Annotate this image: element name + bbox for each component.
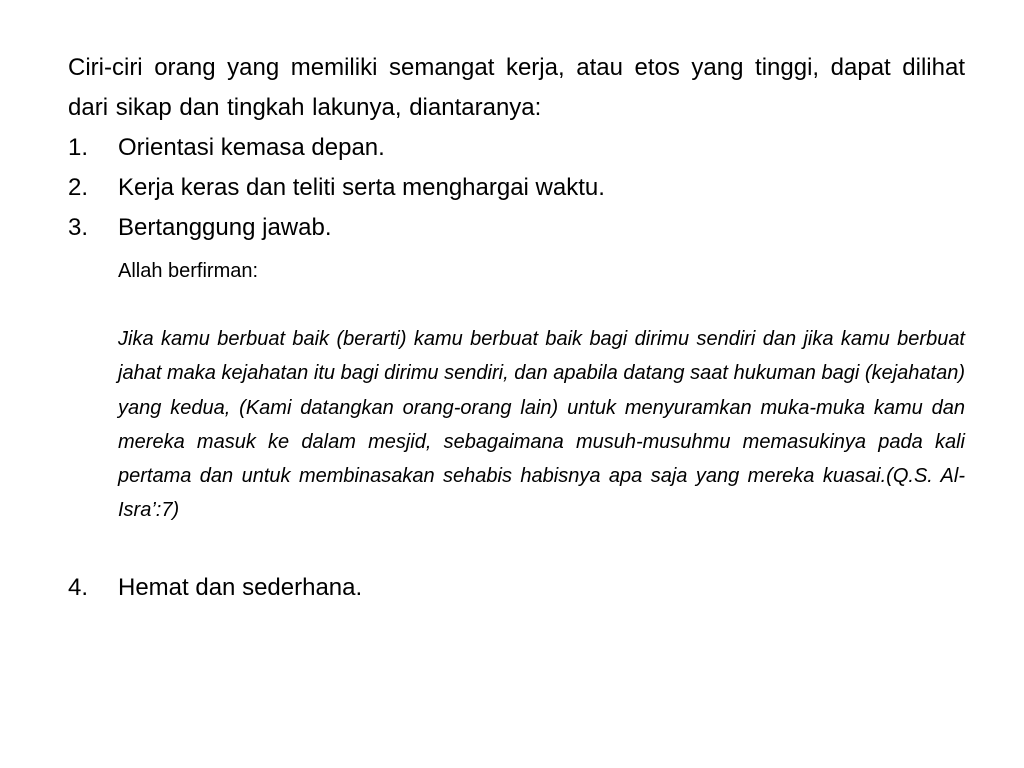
list-item — [68, 568, 965, 608]
list-item-text: Bertanggung jawab. — [118, 214, 332, 241]
list-item-number: 4. — [68, 573, 89, 601]
list-item-number: 1. — [68, 134, 89, 161]
list-item-text: Hemat dan sederhana. — [118, 573, 363, 601]
list-item-text: Kerja keras dan teliti serta menghargai waktu. — [118, 174, 605, 201]
list-item-text: Orientasi kemasa depan. — [118, 134, 385, 161]
intro-paragraph: Ciri-ciri orang yang memiliki semangat kerja, atau etos yang tinggi, dapat dilihat dari sikap dan tingkah lakunya, diantaranya: — [68, 54, 965, 121]
slide-content — [68, 48, 965, 748]
list-item — [68, 128, 965, 168]
list-item — [68, 168, 965, 208]
quote-intro: Allah berfirman: — [118, 260, 259, 282]
list-item-number: 3. — [68, 214, 89, 241]
list-item — [68, 208, 965, 248]
quote-block — [118, 254, 965, 528]
quote-text: Jika kamu berbuat baik (berarti) kamu berbuat baik bagi dirimu sendiri dan jika kamu berbuat jahat maka kejahatan itu bagi dirimu sendiri, dan apabila datang saat hukuman bagi (kejahatan) yang kedua, (Kami datangkan orang-orang lain) untuk menyuramkan muka-muka kamu dan mereka masuk ke dalam mesjid, sebagaimana musuh-musuhmu memasukinya pada kali pertama dan untuk membinasakan sehabis habisnya apa saja yang mereka kuasai.(Q.S. Al-Isra’:7) — [118, 328, 965, 522]
characteristics-list-continued — [68, 568, 965, 608]
characteristics-list — [68, 128, 965, 248]
list-item-number: 2. — [68, 174, 89, 201]
